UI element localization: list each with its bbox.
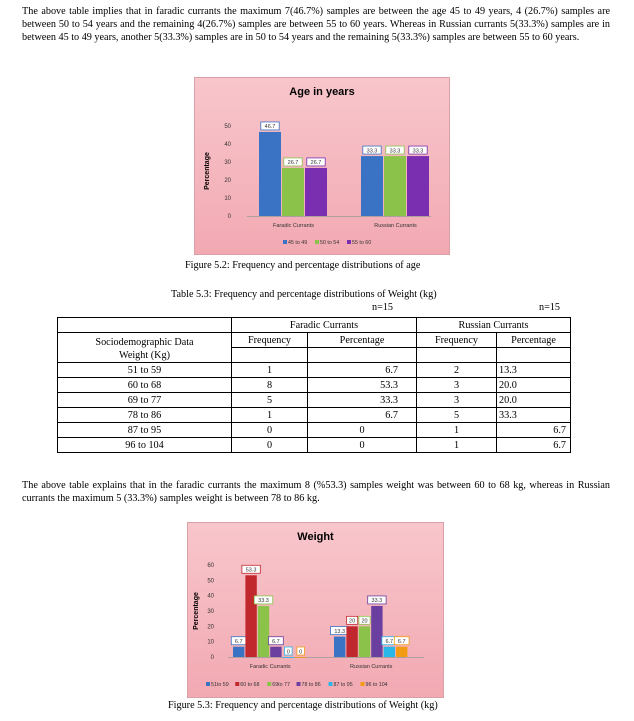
bar bbox=[396, 647, 407, 657]
freq2-cell: 2 bbox=[417, 363, 497, 378]
legend-swatch bbox=[235, 682, 239, 686]
weight-chart-title: Weight bbox=[297, 531, 334, 543]
data-label: 26.7 bbox=[310, 160, 322, 167]
legend-swatch bbox=[297, 682, 301, 686]
data-label: 6.7 bbox=[397, 639, 406, 646]
blank-cell bbox=[417, 348, 497, 363]
freq1-cell: 5 bbox=[232, 393, 308, 408]
range-cell: 87 to 95 bbox=[58, 423, 232, 438]
data-label: 6.7 bbox=[385, 639, 394, 646]
data-label: 33.3 bbox=[258, 598, 269, 605]
y-tick-label: 10 bbox=[224, 196, 231, 202]
y-tick-label: 60 bbox=[207, 563, 214, 569]
data-label: 0 bbox=[286, 649, 290, 656]
data-label: 26.7 bbox=[287, 160, 299, 167]
perc2-cell: 33.3 bbox=[497, 408, 571, 423]
bar bbox=[283, 657, 294, 658]
header-faradic: Faradic Currants bbox=[232, 318, 417, 333]
legend-label: 51to 59 bbox=[211, 682, 229, 688]
data-label: 46.7 bbox=[264, 124, 276, 131]
legend-label: 87 to 95 bbox=[333, 682, 353, 688]
legend-swatch bbox=[315, 240, 319, 244]
data-label: 20 bbox=[349, 618, 356, 625]
category-label: Russian Currants bbox=[349, 664, 393, 670]
table-row bbox=[58, 378, 571, 393]
perc1-cell: 33.3 bbox=[308, 393, 417, 408]
table-row bbox=[58, 393, 571, 408]
category-label: Faradic Currants bbox=[249, 664, 291, 670]
data-label: 20 bbox=[361, 618, 368, 625]
figure-age-caption: Figure 5.2: Frequency and percentage distributions of age bbox=[185, 260, 421, 271]
data-label: 53.3 bbox=[245, 567, 257, 574]
bar bbox=[359, 626, 370, 657]
freq2-cell: 1 bbox=[417, 438, 497, 453]
legend-label: 78 to 86 bbox=[301, 682, 321, 688]
age-chart bbox=[194, 77, 450, 255]
data-label: 33.3 bbox=[366, 148, 378, 155]
legend-swatch bbox=[206, 682, 210, 686]
table-caption: Table 5.3: Frequency and percentage distributions of Weight (kg) bbox=[171, 289, 437, 300]
perc2-cell: 6.7 bbox=[497, 423, 571, 438]
bar bbox=[334, 637, 345, 657]
range-cell: 60 to 68 bbox=[58, 378, 232, 393]
header-blank bbox=[58, 318, 232, 333]
data-label: 33.3 bbox=[389, 148, 401, 155]
freq2-cell: 3 bbox=[417, 393, 497, 408]
figure-weight-caption: Figure 5.3: Frequency and percentage distributions of Weight (kg) bbox=[168, 700, 438, 711]
data-label: 33.3 bbox=[412, 148, 424, 155]
legend-label: 50 to 54 bbox=[320, 240, 340, 246]
header-freq-1: Frequency bbox=[232, 333, 308, 348]
legend-swatch bbox=[267, 682, 271, 686]
legend-swatch bbox=[283, 240, 287, 244]
n-faradic: n=15 bbox=[372, 302, 394, 313]
age-chart-title: Age in years bbox=[289, 86, 355, 98]
legend-label: 60 to 68 bbox=[240, 682, 260, 688]
age-chart-plot bbox=[195, 78, 449, 254]
intro-paragraph: The above table implies that in faradic currants the maximum 7(46.7%) samples are between the age 45 to 49 years, 4 (26.7%) samples are between 50 to 54 years and the remaining 4(26.7%) samples are between 55 to 60 years. Whereas in Russian currants 5(33.3%) samples are in between 45 to 49 years, another 5(33.3%) samples are in 50 to 54 years and the remaining 5(33.3%) samples are between 55 to 60 years. bbox=[22, 6, 610, 44]
freq2-cell: 3 bbox=[417, 378, 497, 393]
y-tick-label: 20 bbox=[207, 624, 214, 631]
legend-label: 69to 77 bbox=[272, 682, 290, 688]
bar bbox=[371, 606, 382, 657]
bar bbox=[384, 647, 395, 657]
freq1-cell: 1 bbox=[232, 408, 308, 423]
y-tick-label: 0 bbox=[227, 214, 231, 220]
perc2-cell: 20.0 bbox=[497, 378, 571, 393]
bar bbox=[361, 156, 383, 216]
blank-cell bbox=[308, 348, 417, 363]
blank-cell bbox=[232, 348, 308, 363]
legend-swatch bbox=[361, 682, 365, 686]
table-row bbox=[58, 408, 571, 423]
blank-cell bbox=[497, 348, 571, 363]
legend-label: 45 to 49 bbox=[288, 240, 308, 246]
weight-table bbox=[57, 317, 571, 453]
freq1-cell: 0 bbox=[232, 423, 308, 438]
bar bbox=[259, 132, 281, 216]
bar bbox=[346, 626, 357, 657]
data-label: 33.3 bbox=[371, 598, 383, 605]
bar bbox=[305, 168, 327, 216]
weight-chart-plot bbox=[188, 523, 443, 697]
range-cell: 78 to 86 bbox=[58, 408, 232, 423]
y-tick-label: 50 bbox=[224, 124, 231, 130]
bar bbox=[295, 657, 306, 658]
table-row bbox=[58, 423, 571, 438]
range-cell: 69 to 77 bbox=[58, 393, 232, 408]
bar bbox=[233, 647, 244, 657]
category-label: Russian Currants bbox=[374, 223, 417, 229]
perc1-cell: 0 bbox=[308, 423, 417, 438]
header-freq-2: Frequency bbox=[417, 333, 497, 348]
data-label: 13.3 bbox=[334, 628, 346, 635]
bar bbox=[282, 168, 304, 216]
perc1-cell: 6.7 bbox=[308, 408, 417, 423]
y-axis-label: Percentage bbox=[204, 152, 211, 190]
table-row bbox=[58, 363, 571, 378]
perc1-cell: 6.7 bbox=[308, 363, 417, 378]
weight-paragraph: The above table explains that in the faradic currants the maximum 8 (%53.3) samples weight was between 60 to 68 kg, whereas in Russian currants the maximum 5 (33.3%) samples weight is between 78 to 86 kg. bbox=[22, 480, 610, 505]
y-tick-label: 30 bbox=[224, 160, 231, 166]
y-tick-label: 40 bbox=[207, 593, 214, 600]
header-perc-2: Percentage bbox=[497, 333, 571, 348]
y-tick-label: 50 bbox=[207, 578, 214, 585]
header-category bbox=[58, 333, 232, 363]
legend-label: 55 to 60 bbox=[352, 240, 372, 246]
header-category-line2: Weight (Kg) bbox=[119, 350, 170, 361]
weight-chart bbox=[187, 522, 444, 698]
legend-swatch bbox=[347, 240, 351, 244]
data-label: 6.7 bbox=[272, 639, 280, 646]
range-cell: 96 to 104 bbox=[58, 438, 232, 453]
legend-swatch bbox=[329, 682, 333, 686]
freq1-cell: 0 bbox=[232, 438, 308, 453]
table-row bbox=[58, 438, 571, 453]
freq1-cell: 8 bbox=[232, 378, 308, 393]
perc2-cell: 20.0 bbox=[497, 393, 571, 408]
bar bbox=[384, 156, 406, 216]
y-tick-label: 20 bbox=[224, 178, 231, 184]
n-russian: n=15 bbox=[539, 302, 561, 313]
bar bbox=[258, 606, 269, 657]
header-perc-1: Percentage bbox=[308, 333, 417, 348]
y-axis-label: Percentage bbox=[193, 592, 200, 630]
perc1-cell: 53.3 bbox=[308, 378, 417, 393]
y-tick-label: 40 bbox=[224, 142, 231, 148]
data-label: 0 bbox=[299, 649, 303, 656]
perc2-cell: 13.3 bbox=[497, 363, 571, 378]
range-cell: 51 to 59 bbox=[58, 363, 232, 378]
freq2-cell: 1 bbox=[417, 423, 497, 438]
category-label: Faradic Currants bbox=[273, 223, 314, 229]
perc1-cell: 0 bbox=[308, 438, 417, 453]
freq1-cell: 1 bbox=[232, 363, 308, 378]
bar bbox=[245, 575, 256, 657]
data-label: 6.7 bbox=[234, 639, 243, 646]
y-tick-label: 0 bbox=[210, 655, 214, 661]
header-russian: Russian Currants bbox=[417, 318, 571, 333]
y-tick-label: 10 bbox=[207, 639, 214, 646]
freq2-cell: 5 bbox=[417, 408, 497, 423]
bar bbox=[270, 647, 281, 657]
perc2-cell: 6.7 bbox=[497, 438, 571, 453]
bar bbox=[407, 156, 429, 216]
y-tick-label: 30 bbox=[207, 609, 214, 615]
legend-label: 96 to 104 bbox=[365, 682, 388, 688]
header-category-line1: Sociodemographic Data bbox=[95, 337, 194, 348]
